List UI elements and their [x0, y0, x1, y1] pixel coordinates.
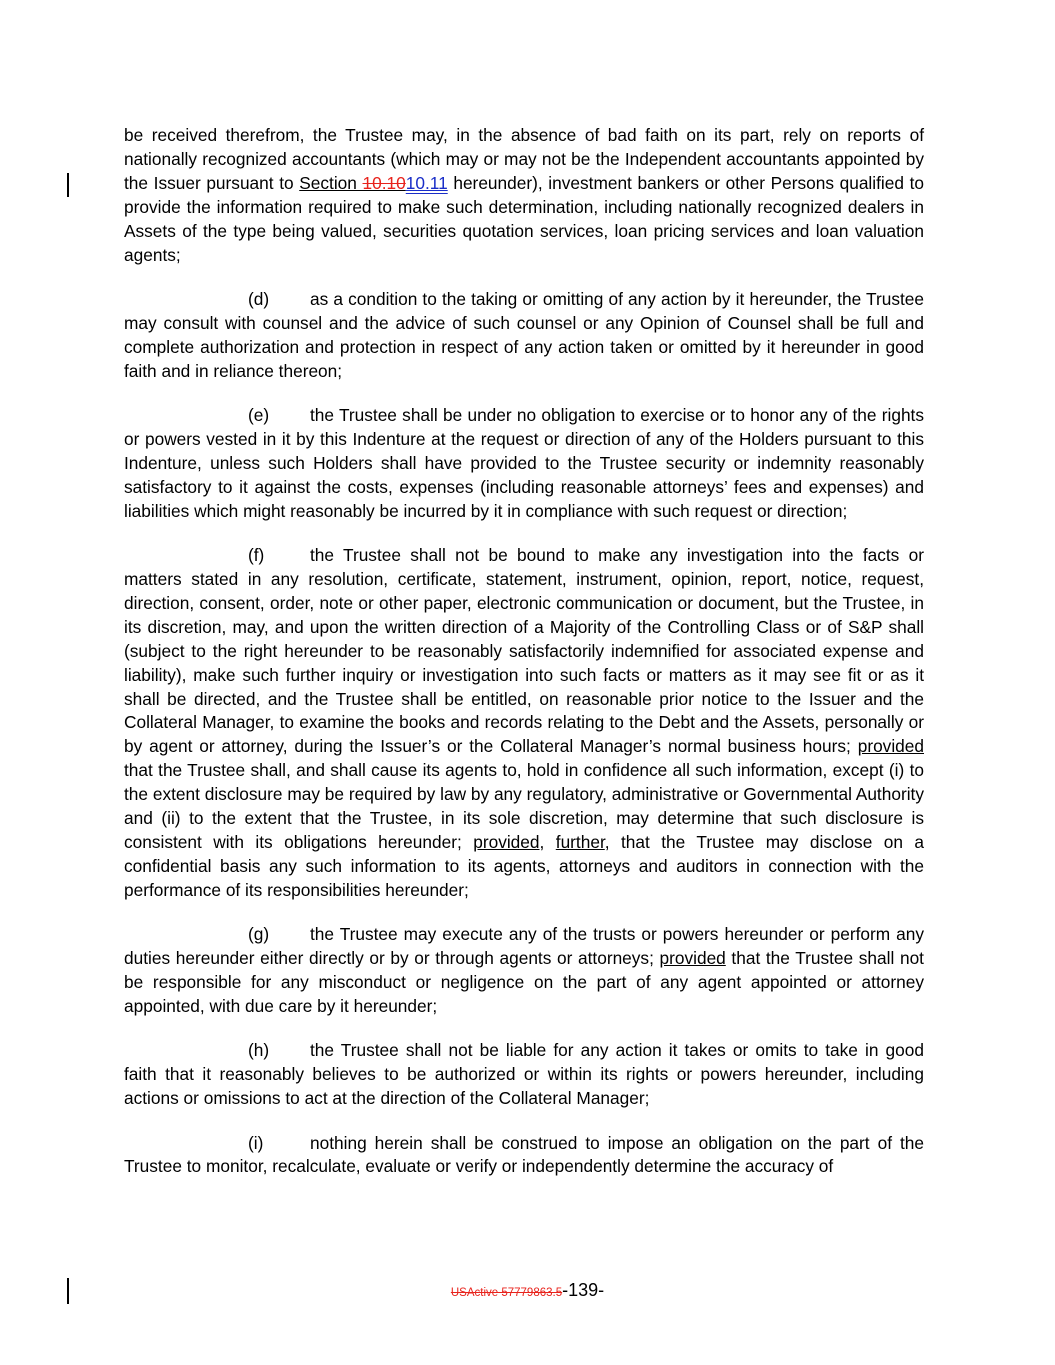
clause-g	[124, 923, 924, 1019]
clause-label: (e)	[248, 405, 270, 426]
clause-label: (g)	[248, 924, 270, 945]
clause-label: (f)	[248, 545, 265, 566]
clause-text: the Trustee shall be under no obligation to exercise or to honor any of the rights or powers vested in it by this Indenture at the request or direction of any of the Holders pursuant to this Indenture, unless such Holders shall have provided to the Trustee security or indemnity reasonably satisfactory to it against the costs, expenses (including reasonable attorneys’ fees and expenses) and liabilities which might reasonably be incurred by it in compliance with such request or direction;	[124, 405, 924, 521]
clause-text: , that the Trustee may disclose on a confidential basis any such information to its agents, attorneys and auditors in connection with the performance of its responsibilities hereunder;	[124, 831, 925, 900]
section-reference	[299, 173, 406, 193]
clause-i	[124, 1132, 924, 1180]
clause-h	[124, 1039, 924, 1111]
deleted-section-number: 10.10	[362, 172, 406, 193]
document-body	[124, 124, 924, 1200]
further-term: further	[555, 831, 605, 852]
clause-text: the Trustee shall not be liable for any action it takes or omits to take in good faith that it reasonably believes to be authorized or within its rights or powers hereunder, including actions or omissions to act at the direction of the Collateral Manager;	[124, 1040, 924, 1109]
clause-text: as a condition to the taking or omitting of any action by it hereunder, the Trustee may consult with counsel and the advice of such counsel or any Opinion of Counsel shall be full and complete authorization and protection in respect of any action taken or omitted by it hereunder in good faith and in reliance thereon;	[124, 288, 924, 381]
clause-label: (i)	[248, 1132, 264, 1153]
change-bar	[67, 173, 69, 197]
clause-d	[124, 288, 924, 384]
clause-f	[124, 544, 924, 903]
page-number: -139-	[562, 1280, 605, 1300]
clause-label: (d)	[248, 288, 270, 309]
clause-text: the Trustee shall not be bound to make any investigation into the facts or matters stated in any resolution, certificate, statement, instrument, opinion, report, notice, request, direction, consent, order, note or other paper, electronic communication or document, but the Trustee, in its discretion, may, and upon the written direction of a Majority of the Controlling Class or of S&P shall (subject to the right hereunder to be reasonably satisfactorily indemnified for associated expense and liability), make such further inquiry or investigation into such facts or matters as it may see fit or as it shall be directed, and the Trustee shall be entitled, on reasonable prior notice to the Issuer and the Collateral Manager, to examine the books and records relating to the Debt and the Assets, personally or by agent or attorney, during the Issuer’s or the Collateral Manager’s normal business hours;	[124, 545, 924, 757]
clause-text: nothing herein shall be construed to impose an obligation on the part of the Trustee to monitor, recalculate, evaluate or verify or independently determine the accuracy of	[124, 1132, 924, 1177]
paragraph-text: hereunder), investment bankers or other Persons qualified to provide the information required to make such determination, including nationally recognized dealers in Assets of the type being valued, securities quotation services, loan pricing services and loan valuation agents;	[124, 172, 924, 265]
provided-term: provided	[659, 948, 726, 969]
clause-text: that the Trustee shall, and shall cause its agents to, hold in confidence all such information, except (i) to the extent disclosure may be required by law by any regulatory, administrative or Governmental Authority and (ii) to the extent that the Trustee, in its sole discretion, may determine that such disclosure is consistent with its obligations hereunder;	[124, 760, 924, 852]
paragraph-text: be received therefrom, the Trustee may, in the absence of bad faith on its part, rely on reports of nationally recognized accountants (which may or may not be the Independent accountants appointed by the Issuer pursuant to	[124, 125, 924, 193]
provided-term: provided	[473, 831, 540, 852]
clause-e	[124, 404, 924, 524]
clause-text: that the Trustee shall not be responsible for any misconduct or negligence on the part of any agent appointed or attorney appointed, with due care by it hereunder;	[124, 948, 924, 1016]
clause-label: (h)	[248, 1040, 270, 1061]
page-footer	[0, 1280, 1055, 1301]
paragraph-continuation	[124, 124, 924, 267]
document-id: USActive 57779863.5	[450, 1287, 563, 1299]
inserted-section-number: 10.11	[405, 172, 448, 193]
provided-term: provided	[857, 736, 924, 757]
clause-text: the Trustee may execute any of the trusts or powers hereunder or perform any duties hereunder either directly or by or through agents or attorneys;	[124, 924, 924, 969]
section-word: Section	[299, 172, 363, 193]
clause-punctuation: ,	[539, 831, 556, 852]
